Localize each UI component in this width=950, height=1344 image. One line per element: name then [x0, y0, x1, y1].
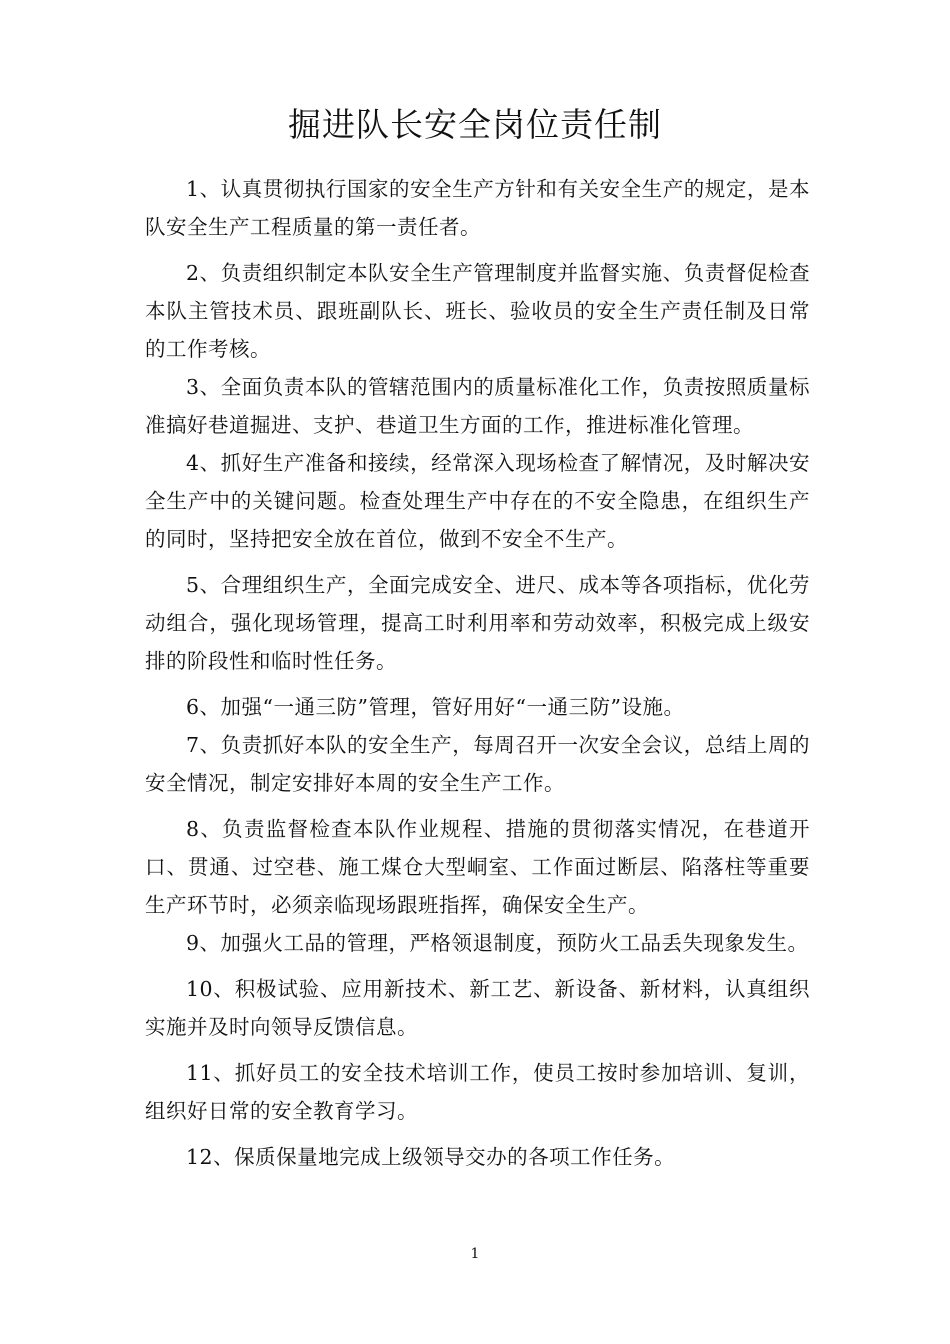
paragraph-5: 5、合理组织生产，全面完成安全、进尺、成本等各项指标，优化劳动组合，强化现场管理，提高工时利用率和劳动效率，积极完成上级安排的阶段性和临时性任务。 — [145, 573, 810, 673]
paragraph-1: 1、认真贯彻执行国家的安全生产方针和有关安全生产的规定，是本队安全生产工程质量的第一责任者。 — [145, 177, 810, 239]
paragraph-7: 7、负责抓好本队的安全生产，每周召开一次安全会议，总结上周的安全情况，制定安排好本周的安全生产工作。 — [145, 733, 810, 795]
paragraph-11: 11、抓好员工的安全技术培训工作，使员工按时参加培训、复训，组织好日常的安全教育学习。 — [145, 1061, 810, 1123]
paragraph-12: 12、保质保量地完成上级领导交办的各项工作任务。 — [186, 1145, 676, 1169]
document-body — [145, 170, 810, 1176]
paragraph-6: 6、加强“一通三防”管理，管好用好“一通三防”设施。 — [186, 695, 685, 719]
paragraph-8: 8、负责监督检查本队作业规程、措施的贯彻落实情况，在巷道开口、贯通、过空巷、施工煤仓大型峒室、工作面过断层、陷落柱等重要生产环节时，必须亲临现场跟班指挥，确保安全生产。 — [145, 817, 810, 917]
paragraph-10: 10、积极试验、应用新技术、新工艺、新设备、新材料，认真组织实施并及时向领导反馈信息。 — [145, 977, 810, 1039]
document-title: 掘进队长安全岗位责任制 — [288, 105, 662, 144]
paragraph-2: 2、负责组织制定本队安全生产管理制度并监督实施、负责督促检查本队主管技术员、跟班副队长、班长、验收员的安全生产责任制及日常的工作考核。 — [145, 261, 810, 361]
paragraph-9: 9、加强火工品的管理，严格领退制度，预防火工品丢失现象发生。 — [186, 931, 809, 955]
paragraph-3: 3、全面负责本队的管辖范围内的质量标准化工作，负责按照质量标准搞好巷道掘进、支护、巷道卫生方面的工作，推进标准化管理。 — [145, 375, 810, 437]
paragraph-4: 4、抓好生产准备和接续，经常深入现场检查了解情况，及时解决安全生产中的关键问题。检查处理生产中存在的不安全隐患，在组织生产的同时，坚持把安全放在首位，做到不安全不生产。 — [145, 451, 810, 551]
page-number: 1 — [470, 1246, 480, 1262]
